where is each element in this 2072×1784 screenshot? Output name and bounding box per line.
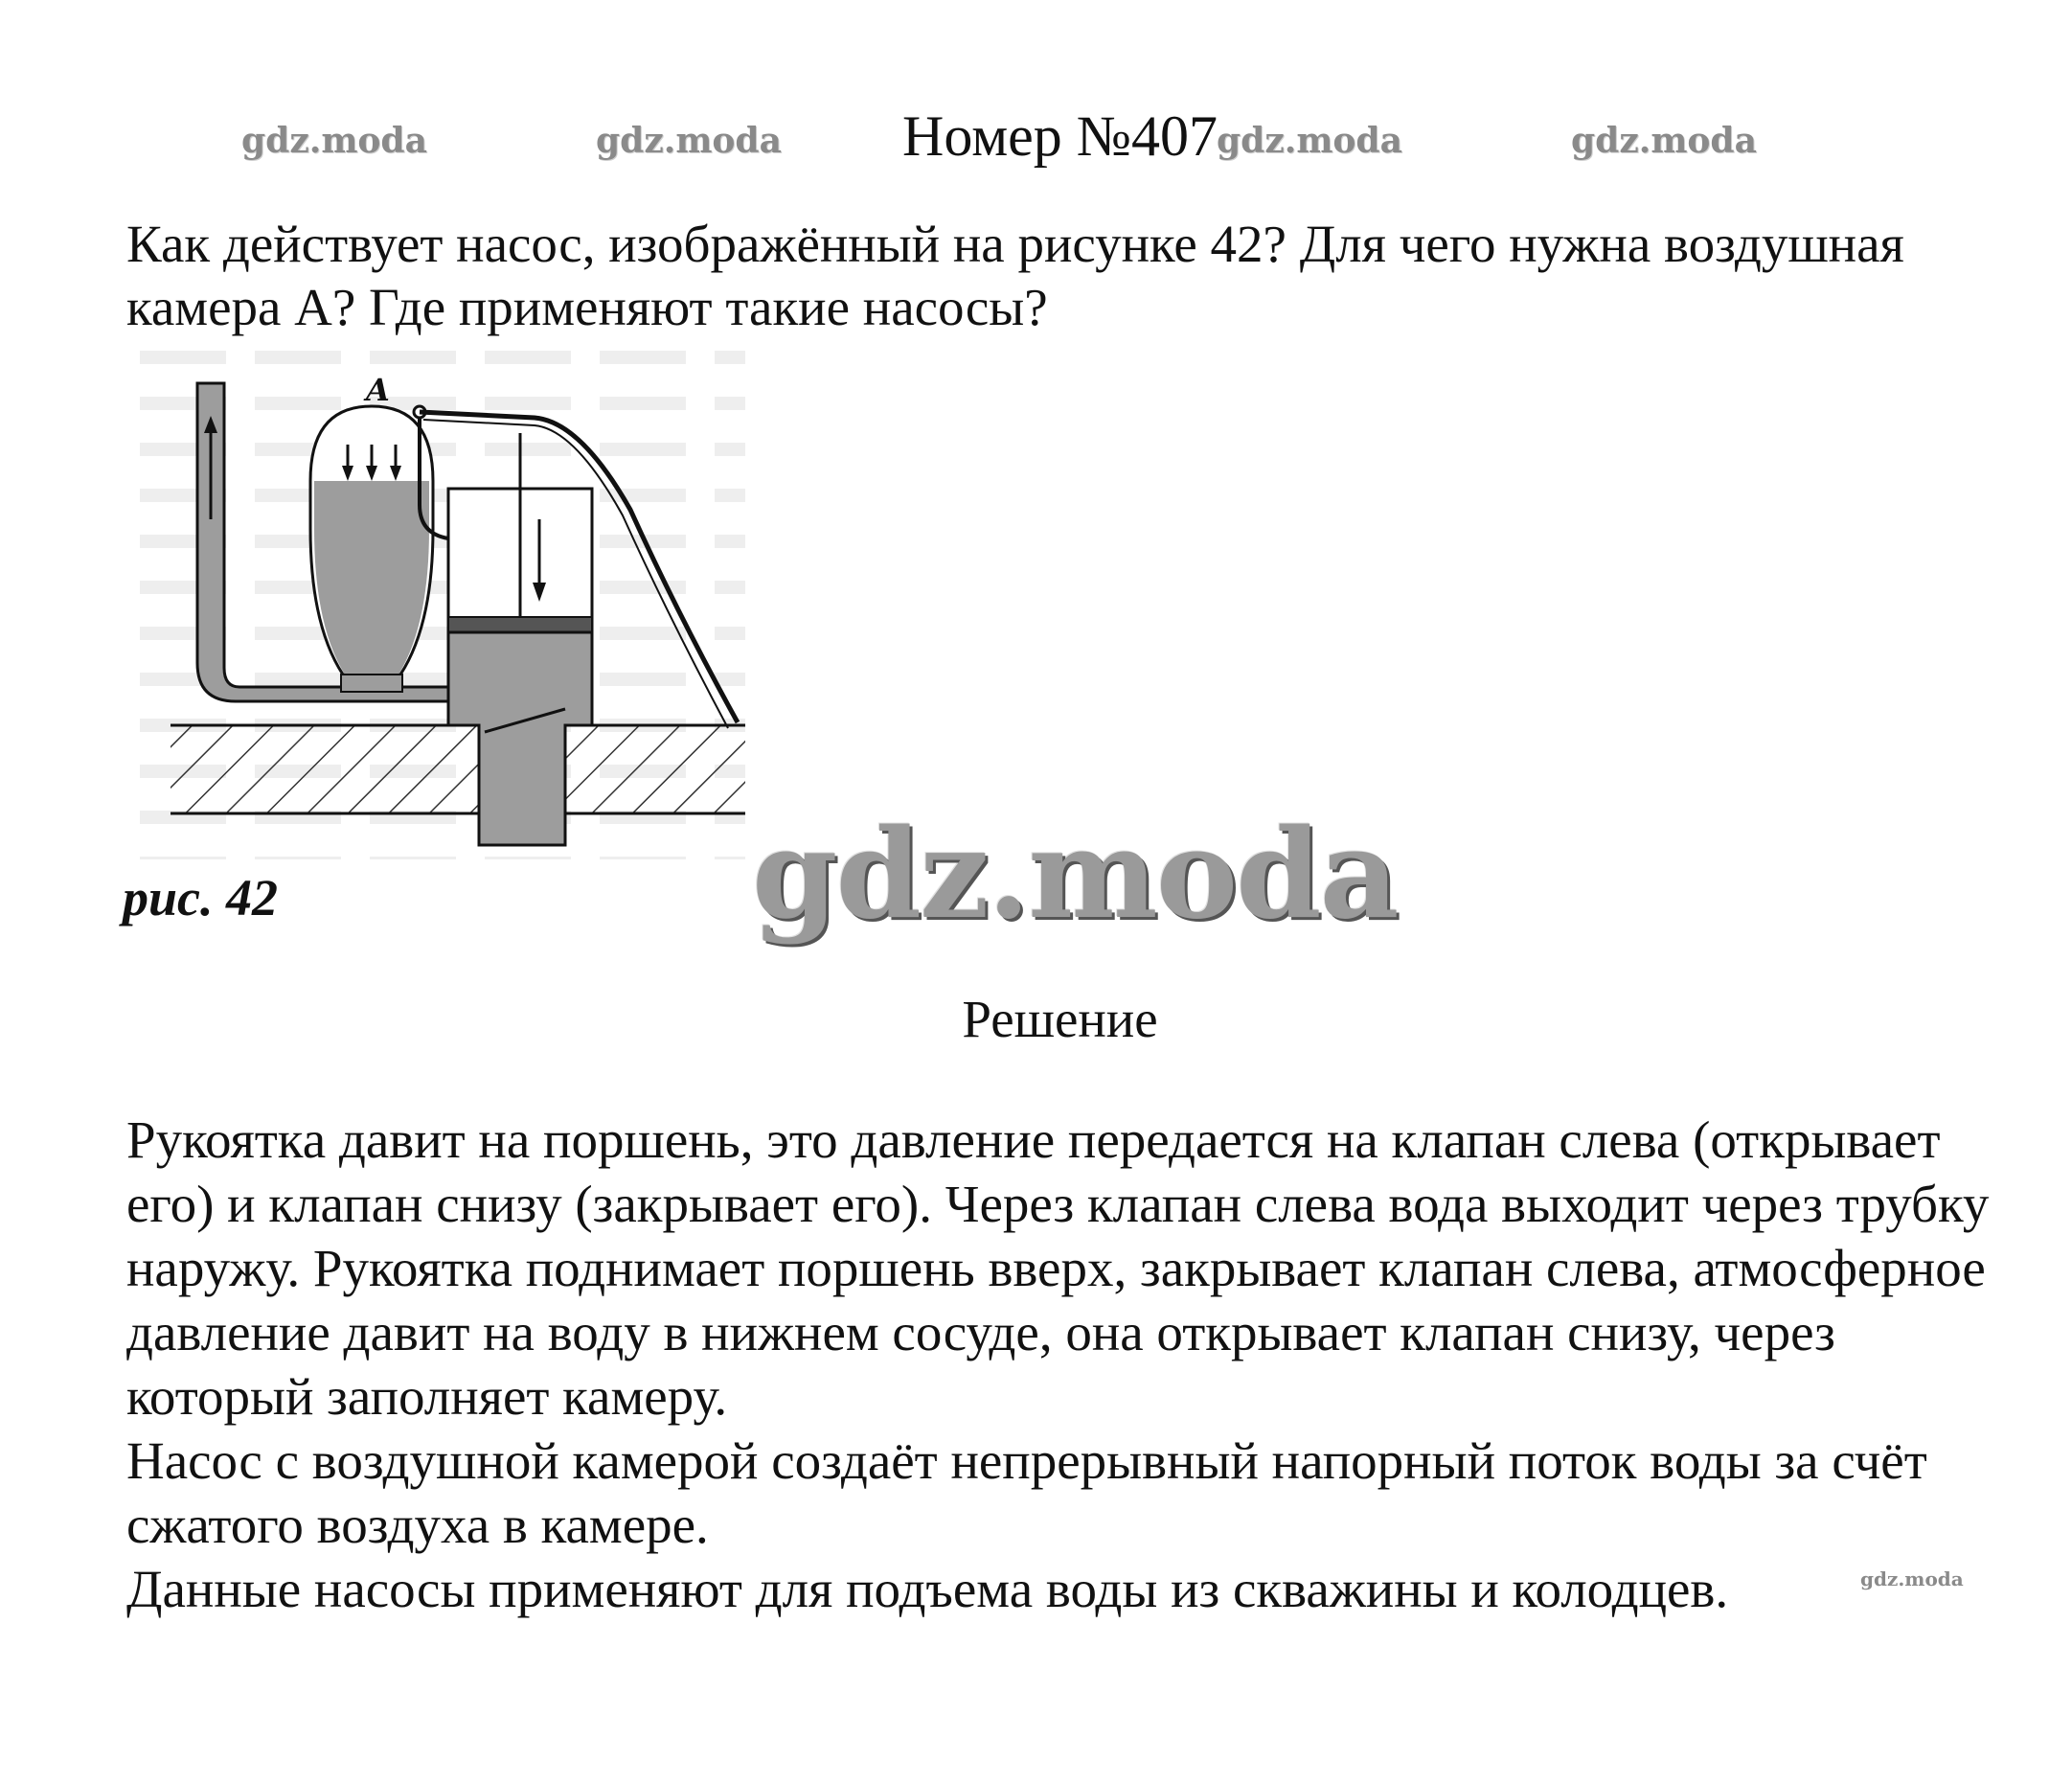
- solution-text: Рукоятка давит на поршень, это давление передается на клапан слева (открывает его) и клапан снизу (закрывает его). Через клапан слева вода выходит через трубку наружу. Рукоятка поднимает поршень вверх, закрывает клапан слева, атмосферное давление давит на воду в нижнем сосуде, она открывает клапан снизу, через который заполняет камеру. Насос с воздушной камерой создаёт непрерывный напорный поток воды за счёт сжатого воздуха в камере. Данные насосы применяют для подъема воды из скважины и колодцев.: [126, 1110, 1990, 1618]
- piston: [448, 617, 592, 632]
- pump-figure: [132, 337, 784, 859]
- watermark: gdz.moda: [241, 121, 427, 161]
- question-text: Как действует насос, изображённый на рисунке 42? Для чего нужна воздушная камера А? Где применяют такие насосы?: [126, 215, 1904, 336]
- ground-hatching: [171, 725, 745, 813]
- watermark: gdz.moda: [1571, 121, 1757, 161]
- watermark-small: gdz.moda: [1860, 1567, 1964, 1590]
- watermark: gdz.moda: [596, 121, 782, 161]
- page-title: Номер №407: [902, 104, 1218, 168]
- watermark-large: gdz.moda: [752, 803, 1398, 947]
- watermark: gdz.moda: [1217, 121, 1402, 161]
- pump-diagram: [132, 337, 784, 859]
- chamber-label-a: A: [366, 372, 390, 408]
- figure-caption: рис. 42: [123, 869, 278, 926]
- solution-heading: Решение: [962, 990, 1158, 1048]
